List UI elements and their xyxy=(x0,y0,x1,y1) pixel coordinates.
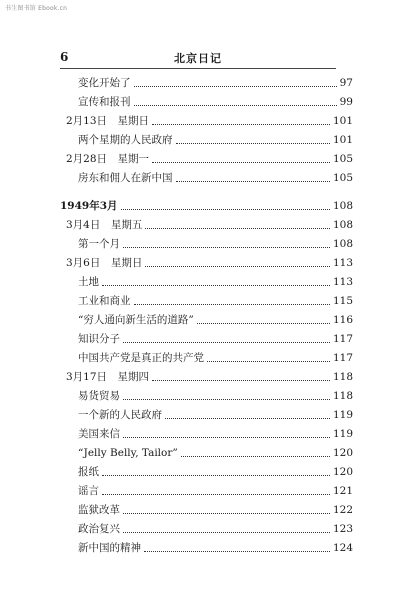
toc-entry-label: 2月13日 星期日 xyxy=(66,115,150,127)
toc-entry xyxy=(66,214,353,232)
toc-entry-page: 117 xyxy=(332,352,353,364)
toc-entry-page: 119 xyxy=(332,409,353,421)
toc-entry xyxy=(78,309,353,327)
toc-entry xyxy=(60,195,353,213)
toc-entry-label: 工业和商业 xyxy=(78,295,131,307)
toc-entry xyxy=(78,537,353,555)
dot-leader xyxy=(102,493,330,495)
dot-leader xyxy=(102,284,330,286)
dot-leader xyxy=(134,85,337,87)
running-title: 北京日记 xyxy=(174,52,222,65)
toc-entry xyxy=(66,252,353,270)
toc-entry-label: 政治复兴 xyxy=(78,523,120,535)
dot-leader xyxy=(123,531,330,533)
toc-entry-page: 108 xyxy=(332,200,353,212)
toc-entry xyxy=(78,347,353,365)
toc-entry xyxy=(78,518,353,536)
dot-leader xyxy=(176,180,330,182)
toc-entry-label: 土地 xyxy=(78,276,99,288)
toc-entry-label: 谣言 xyxy=(78,485,99,497)
toc-entry-label: 美国来信 xyxy=(78,428,120,440)
toc-entry-label: 宣传和报刊 xyxy=(78,96,131,108)
toc-entry-label: 两个星期的人民政府 xyxy=(78,134,173,146)
toc-entry-page: 116 xyxy=(332,314,353,326)
page-number: 6 xyxy=(60,50,69,64)
toc-entry-page: 117 xyxy=(332,333,353,345)
toc-entry-page: 108 xyxy=(332,219,353,231)
toc-entry xyxy=(78,461,353,479)
toc-entry-label: 知识分子 xyxy=(78,333,120,345)
dot-leader xyxy=(152,161,330,163)
toc-entry-label: “Jelly Belly, Tailor” xyxy=(78,447,178,459)
toc-entry xyxy=(78,328,353,346)
toc-entry-page: 115 xyxy=(332,295,353,307)
dot-leader xyxy=(207,360,330,362)
toc-entry-page: 99 xyxy=(339,96,353,108)
toc-entry-label: 1949年3月 xyxy=(60,200,118,212)
toc-entry-page: 121 xyxy=(332,485,353,497)
toc-entry-label: 易货贸易 xyxy=(78,390,120,402)
toc-entry xyxy=(66,148,353,166)
watermark-text: 书生图书馆 Ebook.cn xyxy=(5,5,68,12)
toc-entry-page: 97 xyxy=(339,77,353,89)
toc-entry-page: 118 xyxy=(332,371,353,383)
toc-entry xyxy=(78,480,353,498)
toc-entry xyxy=(78,271,353,289)
toc-entry-page: 105 xyxy=(332,172,353,184)
toc-entry xyxy=(78,404,353,422)
toc-entry xyxy=(78,385,353,403)
toc-entry-page: 122 xyxy=(332,504,353,516)
toc-entry-label: 第一个月 xyxy=(78,238,120,250)
dot-leader xyxy=(134,104,337,106)
toc-entry-page: 108 xyxy=(332,238,353,250)
dot-leader xyxy=(152,379,330,381)
toc-entry-page: 101 xyxy=(332,115,353,127)
toc-entry-label: 新中国的精神 xyxy=(78,542,141,554)
dot-leader xyxy=(176,142,330,144)
toc-entry-page: 113 xyxy=(332,257,353,269)
dot-leader xyxy=(134,303,330,305)
dot-leader xyxy=(123,436,330,438)
toc-entry xyxy=(78,499,353,517)
toc-entry-label: 3月17日 星期四 xyxy=(66,371,150,383)
toc-entry xyxy=(66,366,353,384)
toc-entry-label: 房东和佣人在新中国 xyxy=(78,172,173,184)
toc-entry-page: 124 xyxy=(332,542,353,554)
dot-leader xyxy=(121,208,330,210)
toc-entry xyxy=(78,442,353,460)
toc-entry-page: 105 xyxy=(332,153,353,165)
toc-entry-label: 中国共产党是真正的共产党 xyxy=(78,352,204,364)
dot-leader xyxy=(145,265,330,267)
toc-entry xyxy=(78,129,353,147)
dot-leader xyxy=(123,512,330,514)
toc-entry xyxy=(78,423,353,441)
toc-entry-label: 3月6日 星期日 xyxy=(66,257,143,269)
toc-entry-label: 一个新的人民政府 xyxy=(78,409,162,421)
page-header xyxy=(60,50,336,66)
toc-entry-label: 3月4日 星期五 xyxy=(66,219,143,231)
toc-entry-page: 120 xyxy=(332,466,353,478)
toc-entry-label: 报纸 xyxy=(78,466,99,478)
dot-leader xyxy=(144,550,330,552)
toc-entry xyxy=(78,233,353,251)
dot-leader xyxy=(165,417,330,419)
toc-entry xyxy=(78,290,353,308)
toc-entry-label: 2月28日 星期一 xyxy=(66,153,150,165)
toc-entry-label: 监狱改革 xyxy=(78,504,120,516)
dot-leader xyxy=(102,474,330,476)
dot-leader xyxy=(123,341,330,343)
toc-entry-page: 118 xyxy=(332,390,353,402)
toc-entry-page: 120 xyxy=(332,447,353,459)
header-rule xyxy=(60,68,336,69)
toc-entry-page: 123 xyxy=(332,523,353,535)
dot-leader xyxy=(181,455,330,457)
toc-entry xyxy=(78,72,353,90)
toc-entry-page: 113 xyxy=(332,276,353,288)
toc-entry-page: 101 xyxy=(332,134,353,146)
dot-leader xyxy=(123,398,330,400)
dot-leader xyxy=(145,227,330,229)
toc-entry-label: 变化开始了 xyxy=(78,77,131,89)
toc-entry-page: 119 xyxy=(332,428,353,440)
toc-entry xyxy=(78,91,353,109)
dot-leader xyxy=(152,123,330,125)
toc-entry-label: “穷人通向新生活的道路” xyxy=(78,314,194,326)
toc-entry xyxy=(66,110,353,128)
dot-leader xyxy=(123,246,330,248)
toc-entry xyxy=(78,167,353,185)
dot-leader xyxy=(197,322,330,324)
